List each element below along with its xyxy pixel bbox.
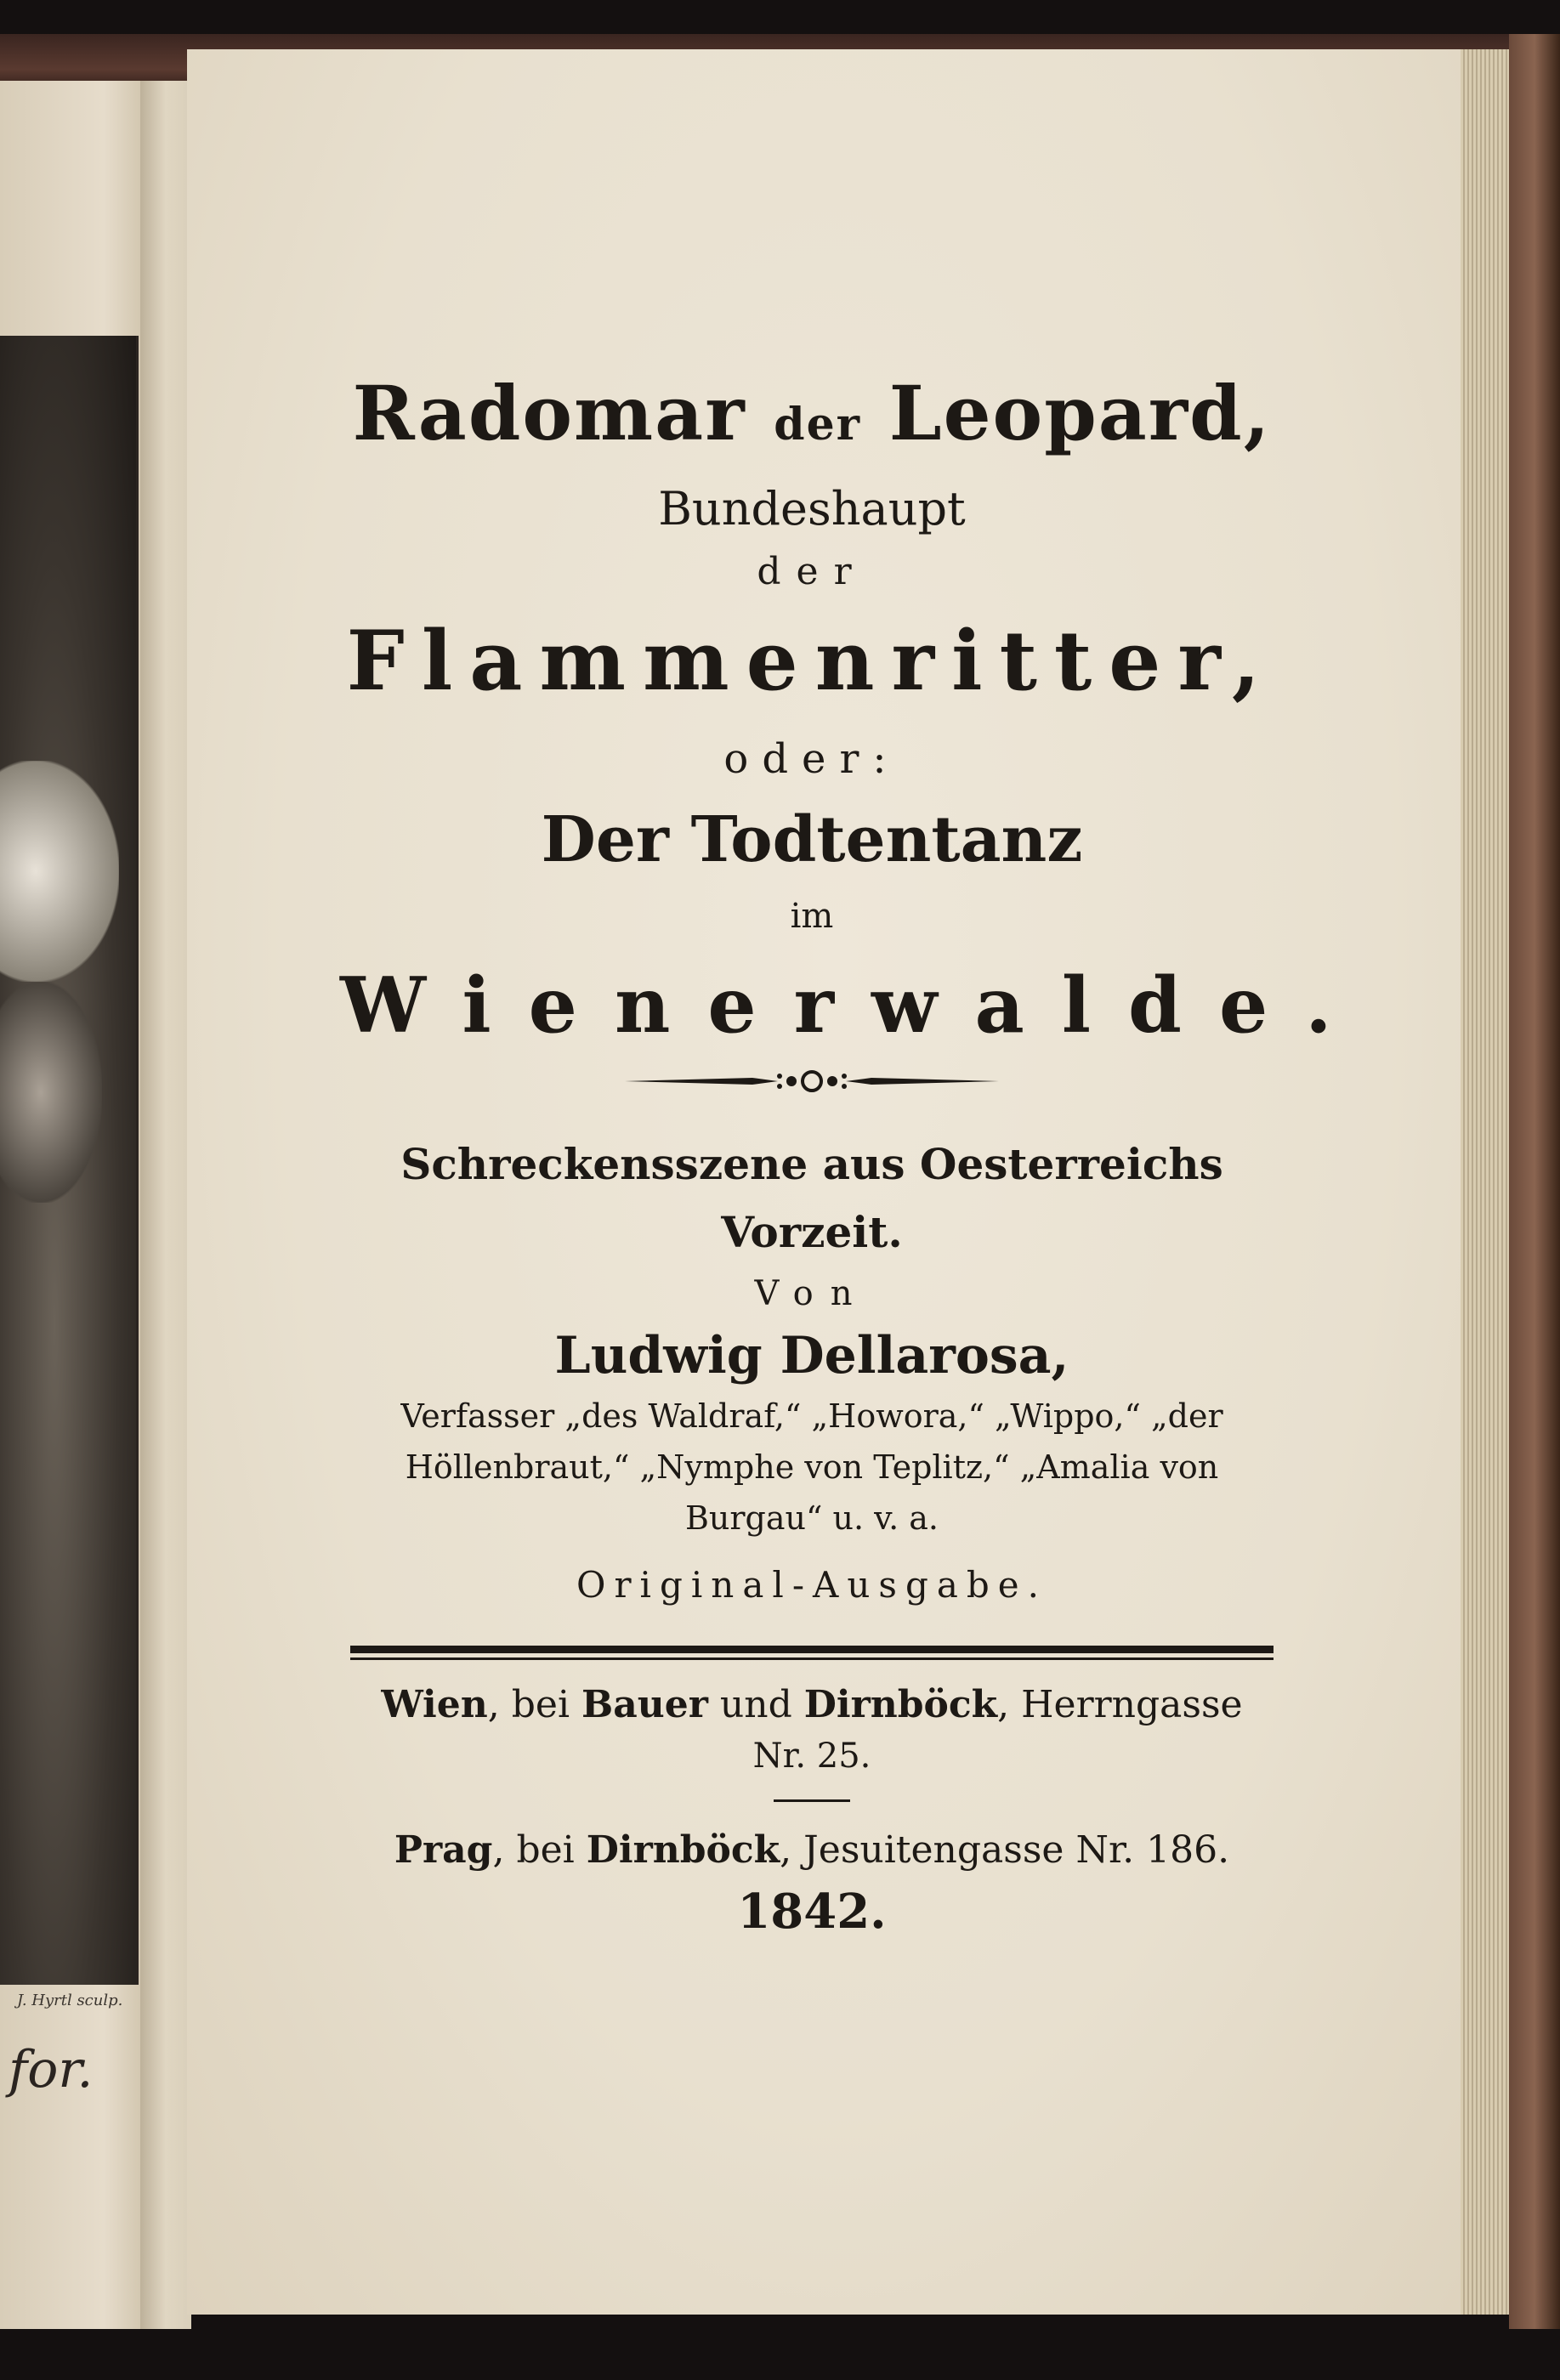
title-part2: Leopard, xyxy=(888,369,1272,457)
author-works: Verfasser „des Waldraf,“ „Howora,“ „Wippo,“ „der Höllenbraut,“ „Nymphe von Teplitz,“ „Amalia von Burgau“ u. v. a. xyxy=(400,1397,1223,1537)
author-name: Ludwig Dellarosa, xyxy=(554,1326,1069,1386)
book-cover-edge xyxy=(1509,34,1560,2329)
main-title xyxy=(340,366,1284,473)
flammenritter-title: Flammenritter, xyxy=(346,613,1278,709)
von-line: Von xyxy=(754,1274,870,1313)
title-der: der xyxy=(774,399,862,450)
title-page-content xyxy=(340,366,1370,1946)
double-rule xyxy=(350,1646,1274,1660)
im-line: im xyxy=(790,897,834,936)
imprint-city-vienna: Wien xyxy=(381,1683,488,1726)
imprint-bei-prague: bei xyxy=(516,1828,575,1872)
imprint-publisher-dirnboeck: Dirnböck xyxy=(803,1683,998,1726)
engraving-knight xyxy=(0,336,139,1985)
publication-year: 1842. xyxy=(737,1884,887,1940)
imprint-publisher-prague: Dirnböck xyxy=(586,1828,780,1872)
wienerwalde-title: Wienerwalde. xyxy=(340,960,1370,1051)
helmet-shape xyxy=(0,982,102,1203)
rule-thin xyxy=(350,1658,1274,1660)
ornament-divider xyxy=(340,1066,1284,1096)
ornament-icon xyxy=(625,1066,999,1096)
imprint-address-prague: Jesuitengasse Nr. 186. xyxy=(803,1828,1230,1872)
oder-line: oder: xyxy=(723,735,900,783)
edition-line: Original-Ausgabe. xyxy=(576,1564,1047,1606)
subtitle: Bundeshaupt xyxy=(658,482,966,536)
engraver-credit: J. Hyrtl sculp. xyxy=(17,1992,123,2009)
todtentanz-title: Der Todtentanz xyxy=(541,803,1083,876)
page-edges xyxy=(1461,49,1512,2315)
imprint-vienna: Wien, bei Bauer und Dirnböck, Herrngasse xyxy=(381,1683,1243,1726)
imprint-city-prague: Prag xyxy=(394,1828,493,1872)
imprint-publisher-bauer: Bauer xyxy=(581,1683,708,1726)
genre-line: Schreckensszene aus Oesterreichs Vorzeit. xyxy=(400,1139,1223,1257)
imprint-address-vienna: Herrngasse xyxy=(1021,1683,1243,1726)
imprint-bei: bei xyxy=(511,1683,570,1726)
plume-shape xyxy=(0,761,119,982)
imprint-und: und xyxy=(719,1683,792,1726)
short-rule xyxy=(774,1799,850,1802)
handwritten-inscription: for. xyxy=(9,2040,94,2100)
imprint-vienna-number: Nr. 25. xyxy=(752,1737,871,1776)
book-gutter xyxy=(140,81,191,2329)
rule-thick xyxy=(350,1646,1274,1653)
frontispiece-page xyxy=(0,81,149,2329)
der-line: der xyxy=(757,550,867,593)
title-part1: Radomar xyxy=(352,369,746,457)
imprint-prague: Prag, bei Dirnböck, Jesuitengasse Nr. 186. xyxy=(394,1828,1230,1872)
